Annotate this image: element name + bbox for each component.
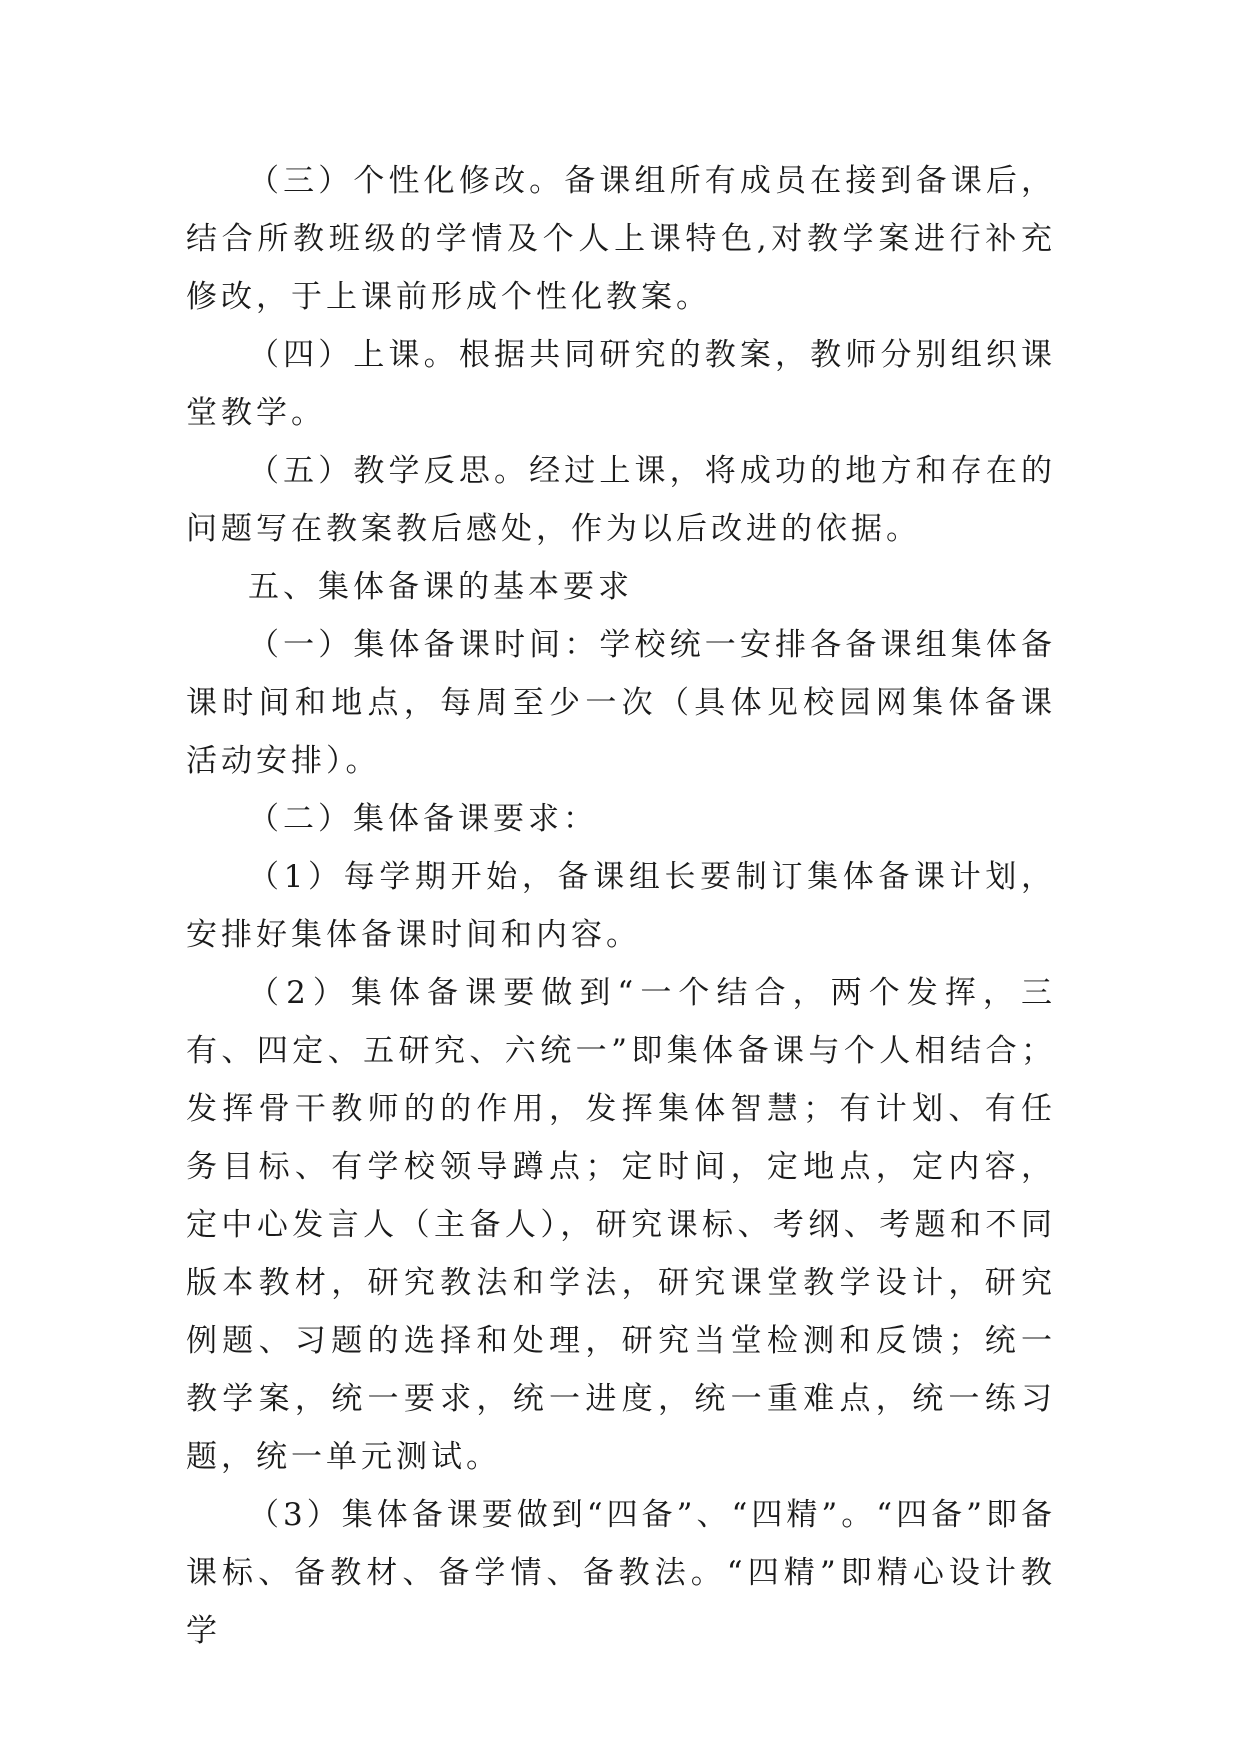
document-body [186,152,1056,1660]
list-item-1: （1）每学期开始，备课组长要制订集体备课计划，安排好集体备课时间和内容。 [186,859,1056,953]
list-item-2: （2）集体备课要做到“一个结合，两个发挥，三有、四定、五研究、六统一”即集体备课与个人相结合；发挥骨干教师的的作用，发挥集体智慧；有计划、有任务目标、有学校领导蹲点；定时间，定地点，定内容，定中心发言人（主备人），研究课标、考纲、考题和不同版本教材，研究教法和学法，研究课堂教学设计，研究例题、习题的选择和处理，研究当堂检测和反馈；统一教学案，统一要求，统一进度，统一重难点，统一练习题，统一单元测试。 [186,975,1056,1475]
paragraph-personalized-revision: （三）个性化修改。备课组所有成员在接到备课后，结合所教班级的学情及个人上课特色,对教学案进行补充修改，于上课前形成个性化教案。 [186,163,1056,315]
list-item-3: （3）集体备课要做到“四备”、“四精”。“四备”即备课标、备教材、备学情、备教法。“四精”即精心设计教学 [186,1497,1056,1649]
section-heading-basic-requirements: 五、集体备课的基本要求 [248,569,633,605]
paragraph-teaching-reflection: （五）教学反思。经过上课，将成功的地方和存在的问题写在教案教后感处，作为以后改进的依据。 [186,453,1056,547]
paragraph-lesson-prep-time: （一）集体备课时间：学校统一安排各备课组集体备课时间和地点，每周至少一次（具体见校园网集体备课活动安排）。 [186,627,1056,779]
paragraph-class-teaching: （四）上课。根据共同研究的教案，教师分别组织课堂教学。 [186,337,1056,431]
paragraph-lesson-prep-requirements: （二）集体备课要求： [248,801,598,837]
